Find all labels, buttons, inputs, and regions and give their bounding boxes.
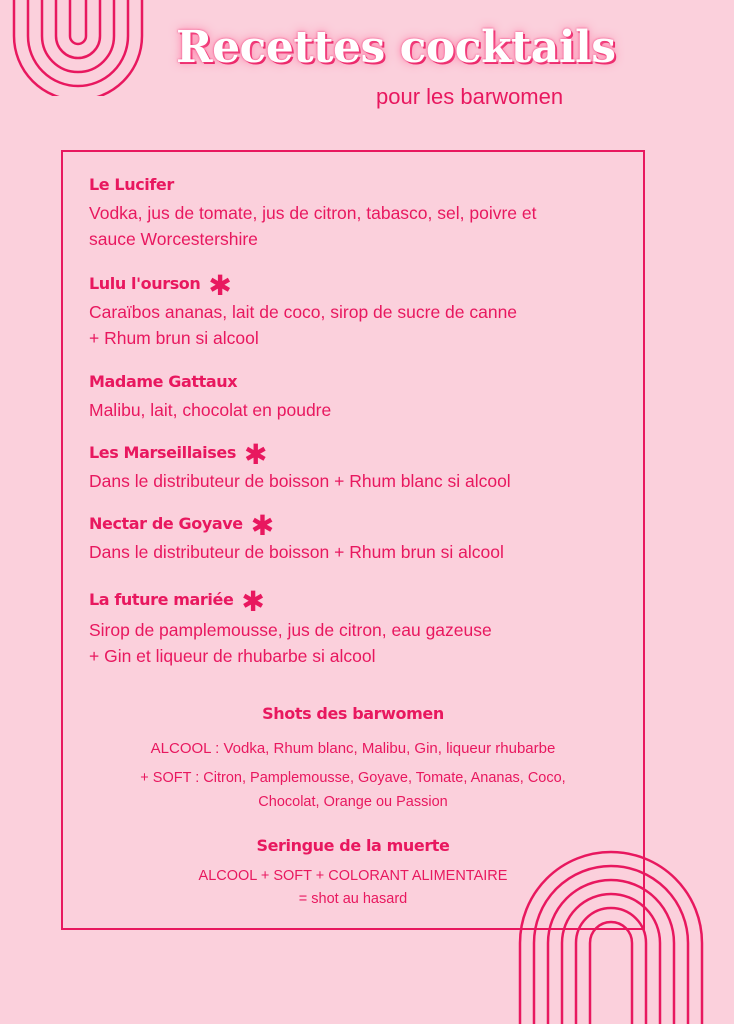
recipe-description: Vodka, jus de tomate, jus de citron, tabasco, sel, poivre et sauce Worcestershire	[89, 203, 537, 249]
shots-soft-line-2: Chocolat, Orange ou Passion	[258, 794, 448, 810]
seringue-title: Seringue de la muerte	[256, 836, 450, 855]
asterisk-icon: ✱	[241, 585, 265, 618]
recipe-name: Les Marseillaises ✱	[89, 438, 268, 471]
seringue-line-1: ALCOOL + SOFT + COLORANT ALIMENTAIRE	[198, 868, 508, 884]
recipe-le-lucifer	[89, 172, 629, 252]
recipe-description: Dans le distributeur de boisson + Rhum brun si alcool	[89, 542, 504, 562]
shots-alcool-line: ALCOOL : Vodka, Rhum blanc, Malibu, Gin, liqueur rhubarbe	[150, 740, 556, 757]
decorative-arch-top-left	[0, 0, 160, 96]
recipe-lulu-lourson	[89, 271, 629, 351]
asterisk-icon: ✱	[208, 269, 232, 302]
recipe-name: Lulu l'ourson ✱	[89, 269, 232, 302]
recipe-description: Dans le distributeur de boisson + Rhum blanc si alcool	[89, 471, 511, 491]
shots-soft-line-1: + SOFT : Citron, Pamplemousse, Goyave, Tomate, Ananas, Coco,	[140, 770, 566, 786]
recipe-name: Le Lucifer	[89, 174, 174, 194]
recipe-name: Madame Gattaux	[89, 371, 238, 391]
page-title: Recettes cocktails	[176, 22, 616, 73]
recipe-description: Malibu, lait, chocolat en poudre	[89, 400, 332, 420]
recipe-description: Caraïbos ananas, lait de coco, sirop de sucre de canne + Rhum brun si alcool	[89, 302, 518, 348]
recipe-nectar-de-goyave	[89, 511, 629, 565]
asterisk-icon: ✱	[250, 509, 274, 542]
seringue-line-2: = shot au hasard	[298, 891, 408, 907]
recipe-les-marseillaises	[89, 440, 629, 494]
asterisk-icon: ✱	[243, 438, 268, 471]
page-subtitle: pour les barwomen	[376, 84, 564, 109]
recipe-name: La future mariée ✱	[89, 585, 265, 618]
recipe-madame-gattaux	[89, 369, 629, 423]
recipe-la-future-mariee	[89, 587, 629, 669]
recipe-name: Nectar de Goyave ✱	[89, 509, 274, 542]
shots-title: Shots des barwomen	[262, 704, 444, 723]
recipe-description: Sirop de pamplemousse, jus de citron, eau gazeuse + Gin et liqueur de rhubarbe si alcool	[89, 620, 492, 666]
